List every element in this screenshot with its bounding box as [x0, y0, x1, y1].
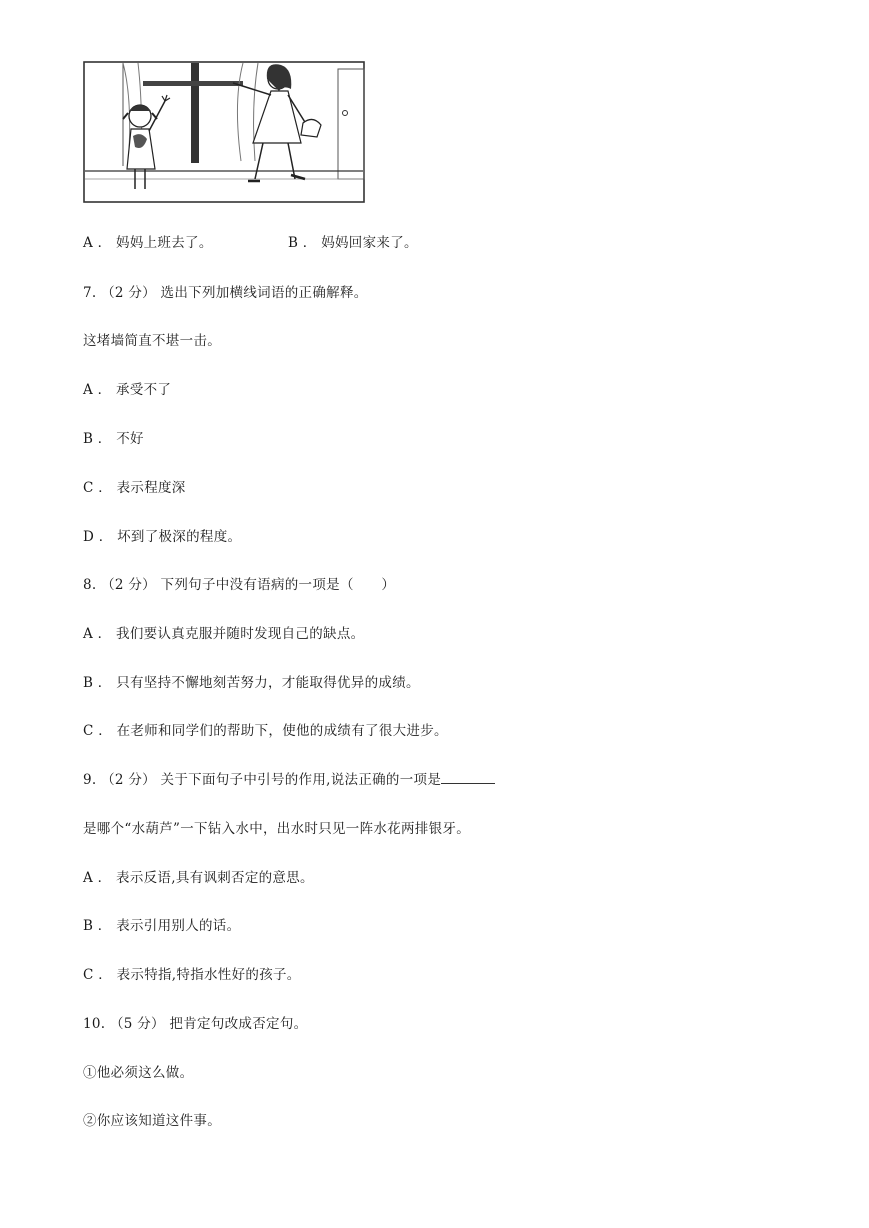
q8-stem: 8. （2 分） 下列句子中没有语病的一项是（ ） [83, 577, 396, 593]
q7-sentence: 这堵墙简直不堪一击。 [83, 333, 221, 349]
q7-option-d[interactable]: D ． 坏到了极深的程度。 [83, 529, 242, 545]
q7-option-c[interactable]: C ． 表示程度深 [83, 480, 186, 496]
q9-stem: 9. （2 分） 关于下面句子中引号的作用,说法正确的一项是 [83, 772, 442, 788]
q10-stem: 10. （5 分） 把肯定句改成否定句。 [83, 1016, 308, 1032]
illustration-mother-and-girl [83, 61, 365, 203]
q8-option-b[interactable]: B ． 只有坚持不懈地刻苦努力，才能取得优异的成绩。 [83, 675, 420, 691]
q6-option-a[interactable]: A ． 妈妈上班去了。 [83, 235, 213, 251]
q7-option-b[interactable]: B ． 不好 [83, 431, 144, 447]
q8-option-a[interactable]: A ． 我们要认真克服并随时发现自己的缺点。 [83, 626, 365, 642]
q6-options-row [83, 233, 418, 253]
q10-item-2: ②你应该知道这件事。 [83, 1113, 221, 1129]
q9-sentence: 是哪个“水葫芦”一下钻入水中，出水时只见一阵水花两排银牙。 [83, 821, 471, 837]
q6-option-b[interactable]: B ． 妈妈回家来了。 [288, 235, 418, 251]
q9-answer-blank[interactable] [441, 771, 495, 784]
q7-option-a[interactable]: A ． 承受不了 [83, 382, 172, 398]
q9-option-c[interactable]: C ． 表示特指,特指水性好的孩子。 [83, 967, 301, 983]
q8-option-c[interactable]: C ． 在老师和同学们的帮助下，使他的成绩有了很大进步。 [83, 723, 448, 739]
q10-item-1: ①他必须这么做。 [83, 1065, 194, 1081]
q9-option-a[interactable]: A ． 表示反语,具有讽刺否定的意思。 [83, 870, 314, 886]
q9-option-b[interactable]: B ． 表示引用别人的话。 [83, 918, 241, 934]
q9-stem-row [83, 770, 495, 790]
q7-stem: 7. （2 分） 选出下列加横线词语的正确解释。 [83, 285, 368, 301]
